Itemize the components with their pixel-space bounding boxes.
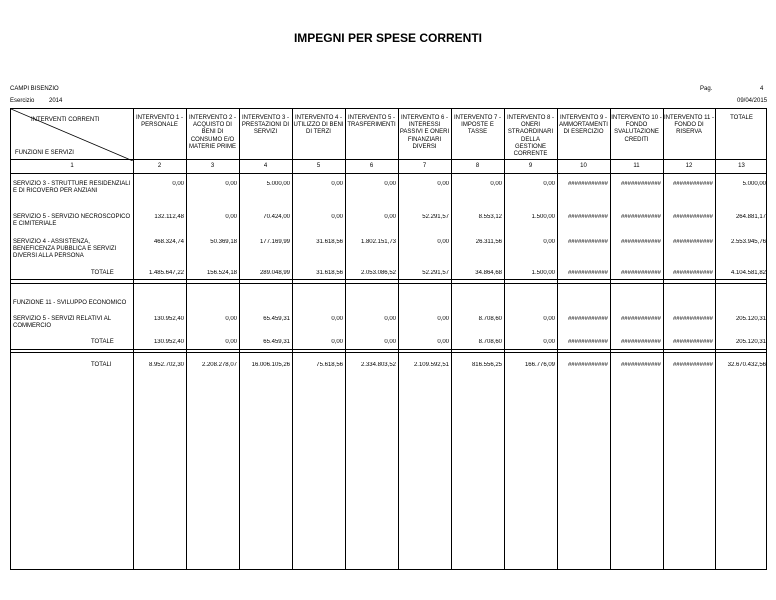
row-value: 16.006.105,26 xyxy=(251,362,290,368)
column-number: 10 xyxy=(580,163,587,169)
column-number: 4 xyxy=(263,163,268,169)
row-value: ############ xyxy=(620,316,661,322)
row-value: ############ xyxy=(672,362,713,368)
row-value: 0,00 xyxy=(543,181,555,187)
column-header: INTERVENTO 6 - INTERESSI PASSIVI E ONERI FINANZIARI DIVERSI xyxy=(399,115,450,150)
row-value: ############ xyxy=(620,270,661,276)
row-divider xyxy=(11,283,766,284)
row-value: 0,00 xyxy=(490,181,502,187)
column-number: 9 xyxy=(528,163,533,169)
column-number: 6 xyxy=(369,163,374,169)
row-value: 26.311,56 xyxy=(475,239,502,245)
row-value: 0,00 xyxy=(543,339,555,345)
row-value: 8.952.702,30 xyxy=(148,362,184,368)
row-value: 132.112,48 xyxy=(154,214,184,220)
column-number: 1 xyxy=(70,163,74,169)
row-value: 52.291,57 xyxy=(422,270,449,276)
column-header: INTERVENTO 9 - AMMORTAMENTI DI ESERCIZIO xyxy=(559,115,608,136)
column-number: 13 xyxy=(738,163,745,169)
row-total-label: TOTALE xyxy=(91,339,114,345)
row-value: 31.618,56 xyxy=(316,270,343,276)
column-header: INTERVENTO 4 - UTILIZZO DI BENI DI TERZI xyxy=(293,115,344,136)
row-value: 0,00 xyxy=(384,181,396,187)
page-number: 4 xyxy=(760,86,764,92)
row-value: ############ xyxy=(620,239,661,245)
row-value: 130.952,40 xyxy=(153,316,184,322)
row-value: ############ xyxy=(672,214,713,220)
column-number: 11 xyxy=(633,163,640,169)
row-value: 5.000,00 xyxy=(266,181,290,187)
report-date: 09/04/2015 xyxy=(737,98,768,104)
row-value: 0,00 xyxy=(543,239,555,245)
row-value: 34.864,68 xyxy=(475,270,502,276)
row-value: 468.324,74 xyxy=(153,239,184,245)
service-label: SERVIZIO 3 - STRUTTURE RESIDENZIALI E DI RICOVERO PER ANZIANI xyxy=(13,181,131,195)
row-value: 70.424,00 xyxy=(263,214,290,220)
page-label: Pag. xyxy=(700,86,713,92)
row-value: 0,00 xyxy=(172,181,184,187)
row-value: ############ xyxy=(672,270,713,276)
service-label: SERVIZIO 5 - SERVIZIO NECROSCOPICO E CIMITERIALE xyxy=(13,214,131,228)
page-title: IMPEGNI PER SPESE CORRENTI xyxy=(293,31,483,45)
row-value: 0,00 xyxy=(543,316,555,322)
row-value: 4.104.581,82 xyxy=(730,270,766,276)
row-value: ############ xyxy=(672,239,713,245)
row-value: 0,00 xyxy=(225,316,237,322)
row-value: ############ xyxy=(620,214,661,220)
row-value: 0,00 xyxy=(331,214,343,220)
row-value: 32.670.432,56 xyxy=(727,362,766,368)
row-value: 0,00 xyxy=(331,181,343,187)
row-value: 0,00 xyxy=(437,239,449,245)
row-value: ############ xyxy=(567,239,608,245)
corner-header-bottom: FUNZIONI E SERVIZI xyxy=(15,150,74,156)
row-value: 2.208.278,07 xyxy=(201,362,237,368)
row-value: 0,00 xyxy=(437,181,449,187)
row-value: ############ xyxy=(567,316,608,322)
column-number: 8 xyxy=(475,163,480,169)
row-divider xyxy=(11,279,766,280)
row-value: 205.120,31 xyxy=(735,339,766,345)
column-header: INTERVENTO 1 - PERSONALE xyxy=(135,115,184,129)
impegni-table xyxy=(10,108,767,570)
row-divider xyxy=(11,173,766,174)
row-value: 289.048,99 xyxy=(259,270,290,276)
row-value: 50.369,18 xyxy=(210,239,237,245)
row-value: 205.120,31 xyxy=(735,316,766,322)
row-value: 75.618,56 xyxy=(316,362,343,368)
row-value: 1.802.151,73 xyxy=(360,239,396,245)
row-value: 65.459,31 xyxy=(263,316,290,322)
row-value: 8.708,60 xyxy=(478,316,502,322)
column-number: 7 xyxy=(422,163,427,169)
row-divider xyxy=(11,159,766,160)
row-value: 166.776,09 xyxy=(524,362,555,368)
row-value: 2.053.086,52 xyxy=(360,270,396,276)
row-value: 130.952,40 xyxy=(153,339,184,345)
row-value: 2.553.945,76 xyxy=(730,239,766,245)
column-header: INTERVENTO 8 - ONERI STRAORDINARI DELLA GESTIONE CORRENTE xyxy=(506,115,555,158)
row-value: 5.000,00 xyxy=(742,181,766,187)
corner-header-top: INTERVENTI CORRENTI xyxy=(31,117,100,123)
row-value: 8.553,12 xyxy=(478,214,502,220)
row-divider xyxy=(11,352,766,353)
column-header: INTERVENTO 5 - TRASFERIMENTI xyxy=(347,115,396,129)
row-total-label: TOTALI xyxy=(91,362,112,368)
row-value: ############ xyxy=(672,181,713,187)
service-label: SERVIZIO 5 - SERVIZI RELATIVI AL COMMERCIO xyxy=(13,316,111,330)
row-value: ############ xyxy=(567,270,608,276)
column-header: INTERVENTO 7 - IMPOSTE E TASSE xyxy=(453,115,502,136)
row-value: 52.291,57 xyxy=(422,214,449,220)
row-value: 816.556,25 xyxy=(471,362,502,368)
column-number: 2 xyxy=(157,163,162,169)
row-value: 65.459,31 xyxy=(263,339,290,345)
row-value: 0,00 xyxy=(384,339,396,345)
row-value: 0,00 xyxy=(437,339,449,345)
row-value: 0,00 xyxy=(437,316,449,322)
row-value: ############ xyxy=(620,181,661,187)
row-value: 0,00 xyxy=(225,214,237,220)
row-value: 31.618,56 xyxy=(316,239,343,245)
row-value: ############ xyxy=(567,362,608,368)
row-value: ############ xyxy=(672,339,713,345)
row-value: ############ xyxy=(620,339,661,345)
row-value: 2.334.803,52 xyxy=(360,362,396,368)
column-header: INTERVENTO 2 - ACQUISTO DI BENI DI CONSUMO E/O MATERIE PRIME xyxy=(188,115,237,150)
row-divider xyxy=(11,349,766,350)
column-number: 5 xyxy=(316,163,321,169)
column-header: INTERVENTO 11 - FONDO DI RISERVA xyxy=(664,115,715,136)
column-number: 12 xyxy=(685,163,693,169)
row-value: 0,00 xyxy=(331,339,343,345)
row-value: 1.500,00 xyxy=(531,270,555,276)
service-label: SERVIZIO 4 - ASSISTENZA, BENEFICENZA PUBBLICA E SERVIZI DIVERSI ALLA PERSONA xyxy=(13,239,117,260)
row-total-label: TOTALE xyxy=(91,270,114,276)
row-value: 177.169,99 xyxy=(259,239,290,245)
row-value: 1.500,00 xyxy=(531,214,555,220)
row-value: 0,00 xyxy=(384,316,396,322)
row-value: 264.881,17 xyxy=(735,214,766,220)
row-value: 1.485.647,22 xyxy=(148,270,184,276)
row-value: 2.109.592,51 xyxy=(413,362,449,368)
column-number: 3 xyxy=(210,163,215,169)
row-value: ############ xyxy=(567,181,608,187)
row-value: ############ xyxy=(567,339,608,345)
esercizio-label: Esercizio xyxy=(10,98,35,104)
column-header: TOTALE xyxy=(730,115,753,121)
ente-name: CAMPI BISENZIO xyxy=(10,86,59,92)
row-value: 0,00 xyxy=(225,181,237,187)
row-value: 8.708,60 xyxy=(478,339,502,345)
row-value: 0,00 xyxy=(384,214,396,220)
column-header: INTERVENTO 3 - PRESTAZIONI DI SERVIZI xyxy=(241,115,290,136)
row-value: 156.524,18 xyxy=(206,270,237,276)
esercizio-value: 2014 xyxy=(49,98,63,104)
row-value: ############ xyxy=(620,362,661,368)
function-heading: FUNZIONE 11 - SVILUPPO ECONOMICO xyxy=(13,300,127,306)
column-header: INTERVENTO 10 - FONDO SVALUTAZIONE CREDITI xyxy=(611,115,662,143)
row-value: ############ xyxy=(672,316,713,322)
row-value: 0,00 xyxy=(225,339,237,345)
row-value: 0,00 xyxy=(331,316,343,322)
row-value: ############ xyxy=(567,214,608,220)
